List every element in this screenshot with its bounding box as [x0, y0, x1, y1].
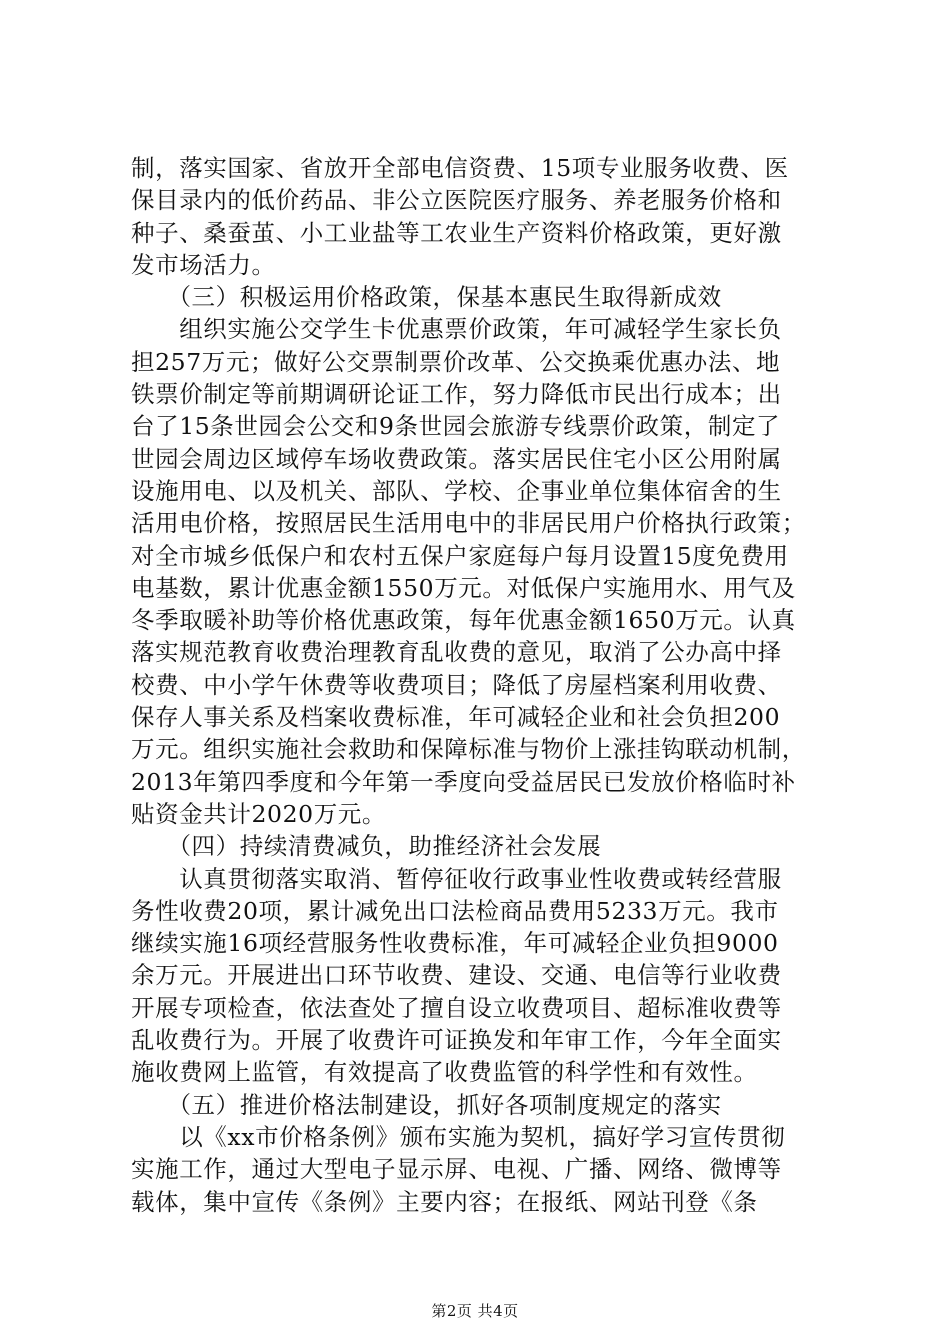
text-line: （五）推进价格法制建设，抓好各项制度规定的落实 [131, 1090, 722, 1119]
text-line: 务性收费20项，累计减免出口法检商品费用5233万元。我市 [131, 896, 779, 925]
text-line: 活用电价格，按照居民生活用电中的非居民用户价格执行政策； [131, 509, 806, 538]
text-line: 以《xx市价格条例》颁布实施为契机，搞好学习宣传贯彻 [131, 1122, 786, 1151]
text-line: 载体，集中宣传《条例》主要内容；在报纸、网站刊登《条 [131, 1187, 758, 1216]
text-line: 余万元。开展进出口环节收费、建设、交通、电信等行业收费 [131, 961, 782, 990]
text-line: 开展专项检查，依法查处了擅自设立收费项目、超标准收费等 [131, 993, 782, 1022]
text-line: 发市场活力。 [131, 250, 276, 279]
text-line: 铁票价制定等前期调研论证工作，努力降低市民出行成本；出 [131, 380, 782, 409]
text-line: 组织实施公交学生卡优惠票价政策，年可减轻学生家长负 [131, 315, 782, 344]
text-line: 乱收费行为。开展了收费许可证换发和年审工作，今年全面实 [131, 1026, 782, 1055]
text-line: 担257万元；做好公交票制票价改革、公交换乘优惠办法、地 [131, 347, 781, 376]
text-line: 台了15条世园会公交和9条世园会旅游专线票价政策，制定了 [131, 412, 781, 441]
text-line: 实施工作，通过大型电子显示屏、电视、广播、网络、微博等 [131, 1155, 782, 1184]
text-line: 保存人事关系及档案收费标准，年可减轻企业和社会负担200 [131, 703, 781, 732]
text-line: 施收费网上监管，有效提高了收费监管的科学性和有效性。 [131, 1058, 758, 1087]
text-line: 2013年第四季度和今年第一季度向受益居民已发放价格临时补 [131, 767, 796, 796]
body-text [131, 152, 821, 1218]
text-line: 继续实施16项经营服务性收费标准，年可减轻企业负担9000 [131, 929, 779, 958]
text-line: 认真贯彻落实取消、暂停征收行政事业性收费或转经营服 [131, 864, 782, 893]
text-line: 校费、中小学午休费等收费项目；降低了房屋档案利用收费、 [131, 670, 782, 699]
text-line: 万元。组织实施社会救助和保障标准与物价上涨挂钩联动机制， [131, 735, 806, 764]
page-footer: 第2页 共4页 [431, 1302, 519, 1320]
text-line: 电基数，累计优惠金额1550万元。对低保户实施用水、用气及 [131, 573, 796, 602]
text-line: 设施用电、以及机关、部队、学校、企事业单位集体宿舍的生 [131, 476, 782, 505]
text-line: 冬季取暖补助等价格优惠政策，每年优惠金额1650万元。认真 [131, 606, 796, 635]
text-line: 对全市城乡低保户和农村五保户家庭每户每月设置15度免费用 [131, 541, 789, 570]
text-line: 种子、桑蚕茧、小工业盐等工农业生产资料价格政策，更好激 [131, 218, 782, 247]
text-line: （四）持续清费减负，助推经济社会发展 [131, 832, 602, 861]
text-line: 贴资金共计2020万元。 [131, 799, 387, 828]
text-line: 制，落实国家、省放开全部电信资费、15项专业服务收费、医 [131, 154, 789, 182]
text-line: （三）积极运用价格政策，保基本惠民生取得新成效 [131, 283, 722, 312]
text-line: 世园会周边区域停车场收费政策。落实居民住宅小区公用附属 [131, 444, 782, 473]
text-line: 落实规范教育收费治理教育乱收费的意见，取消了公办高中择 [131, 638, 782, 667]
text-line: 保目录内的低价药品、非公立医院医疗服务、养老服务价格和 [131, 186, 782, 215]
